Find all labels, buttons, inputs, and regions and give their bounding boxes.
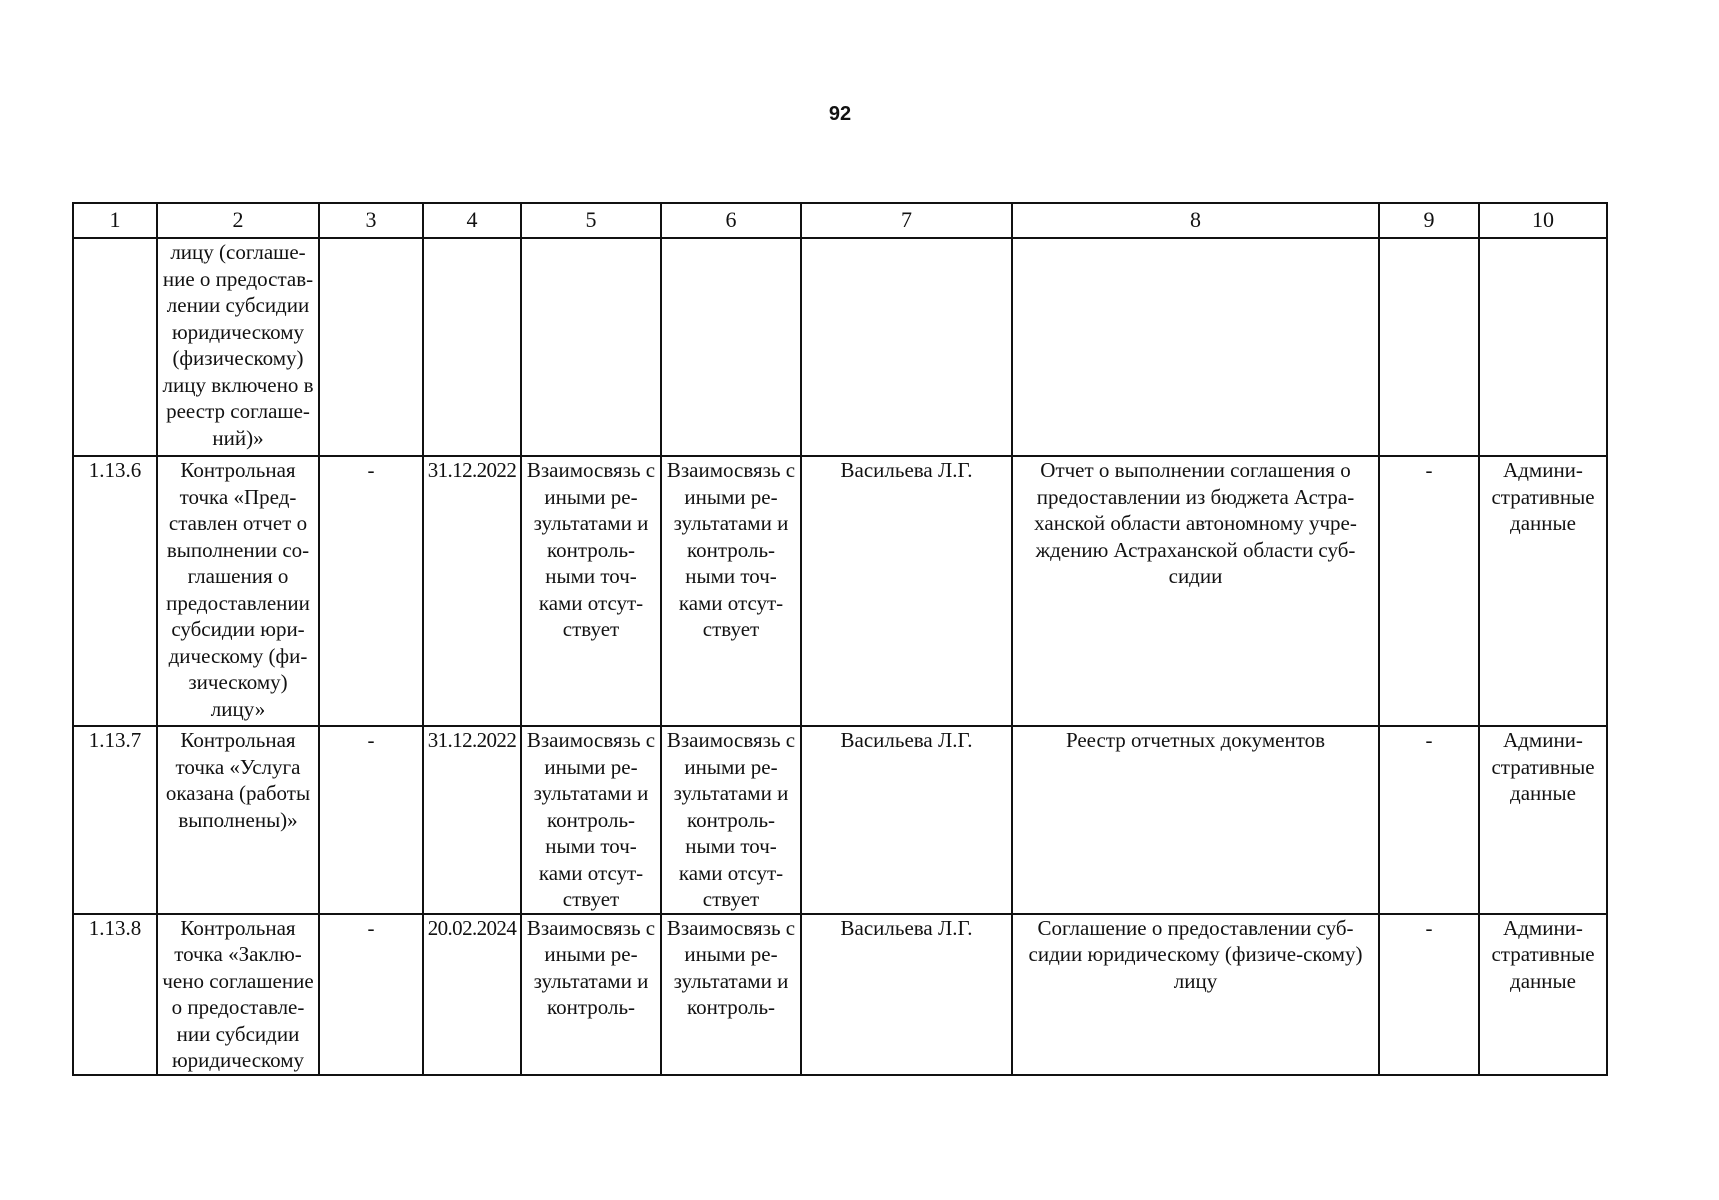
- relation-cell: Взаимосвязь с иными ре-зультатами и контроль-ными точ-ками отсут-ствует: [521, 726, 661, 914]
- column-header-1: 1: [73, 203, 157, 238]
- responsible-cell: Васильева Л.Г.: [801, 726, 1012, 914]
- relation-cell: Взаимосвязь с иными ре-зультатами и контроль-ными точ-ками отсут-ствует: [521, 456, 661, 726]
- milestone-name-cell: Контрольная точка «Пред-ставлен отчет о выполнении со-глашения о предоставлении субсидии юри-дическому (фи-зическому) лицу»: [157, 456, 319, 726]
- column-header-10: 10: [1479, 203, 1607, 238]
- document-cell: Соглашение о предоставлении суб-сидии юридическому (физиче-скому) лицу: [1012, 914, 1379, 1075]
- table-row: [73, 238, 1607, 456]
- responsible-cell: Васильева Л.Г.: [801, 914, 1012, 1075]
- row-number-cell: [73, 238, 157, 456]
- date-cell: 20.02.2024: [423, 914, 521, 1075]
- col3-cell: [319, 238, 423, 456]
- document-cell: [1012, 238, 1379, 456]
- responsible-cell: [801, 238, 1012, 456]
- page-number: 92: [828, 103, 852, 125]
- data-source-cell: Админи-стративные данные: [1479, 726, 1607, 914]
- milestone-name-cell: Контрольная точка «Услуга оказана (работы выполнены)»: [157, 726, 319, 914]
- relation-cell: [521, 238, 661, 456]
- relation-cell-2: Взаимосвязь с иными ре-зультатами и контроль-ными точ-ками отсут-ствует: [661, 726, 801, 914]
- col9-cell: [1379, 238, 1479, 456]
- column-header-2: 2: [157, 203, 319, 238]
- relation-cell: Взаимосвязь с иными ре-зультатами и контроль-: [521, 914, 661, 1075]
- column-header-4: 4: [423, 203, 521, 238]
- date-cell: [423, 238, 521, 456]
- document-cell: Реестр отчетных документов: [1012, 726, 1379, 914]
- column-header-6: 6: [661, 203, 801, 238]
- column-header-9: 9: [1379, 203, 1479, 238]
- col3-cell: -: [319, 456, 423, 726]
- responsible-cell: Васильева Л.Г.: [801, 456, 1012, 726]
- table-row: [73, 726, 1607, 914]
- column-header-3: 3: [319, 203, 423, 238]
- table-row: [73, 914, 1607, 1075]
- col9-cell: -: [1379, 726, 1479, 914]
- table-header-row: [73, 203, 1607, 238]
- col3-cell: -: [319, 914, 423, 1075]
- date-cell: 31.12.2022: [423, 456, 521, 726]
- table-row: [73, 456, 1607, 726]
- relation-cell-2: [661, 238, 801, 456]
- col9-cell: -: [1379, 914, 1479, 1075]
- milestone-name-cell: Контрольная точка «Заклю-чено соглашение о предоставле-нии субсидии юридическому: [157, 914, 319, 1075]
- col3-cell: -: [319, 726, 423, 914]
- col9-cell: -: [1379, 456, 1479, 726]
- milestone-name-cell: лицу (соглаше-ние о предостав-лении субсидии юридическому (физическому) лицу включено в реестр соглаше-ний)»: [157, 238, 319, 456]
- document-cell: Отчет о выполнении соглашения о предоставлении из бюджета Астра-ханской области автономному учре-ждению Астраханской области суб-сидии: [1012, 456, 1379, 726]
- row-number-cell: 1.13.8: [73, 914, 157, 1075]
- data-source-cell: Админи-стративные данные: [1479, 456, 1607, 726]
- row-number-cell: 1.13.7: [73, 726, 157, 914]
- document-table: [72, 202, 1608, 1076]
- data-source-cell: Админи-стративные данные: [1479, 914, 1607, 1075]
- row-number-cell: 1.13.6: [73, 456, 157, 726]
- relation-cell-2: Взаимосвязь с иными ре-зультатами и контроль-ными точ-ками отсут-ствует: [661, 456, 801, 726]
- data-source-cell: [1479, 238, 1607, 456]
- column-header-5: 5: [521, 203, 661, 238]
- column-header-8: 8: [1012, 203, 1379, 238]
- relation-cell-2: Взаимосвязь с иными ре-зультатами и контроль-: [661, 914, 801, 1075]
- date-cell: 31.12.2022: [423, 726, 521, 914]
- column-header-7: 7: [801, 203, 1012, 238]
